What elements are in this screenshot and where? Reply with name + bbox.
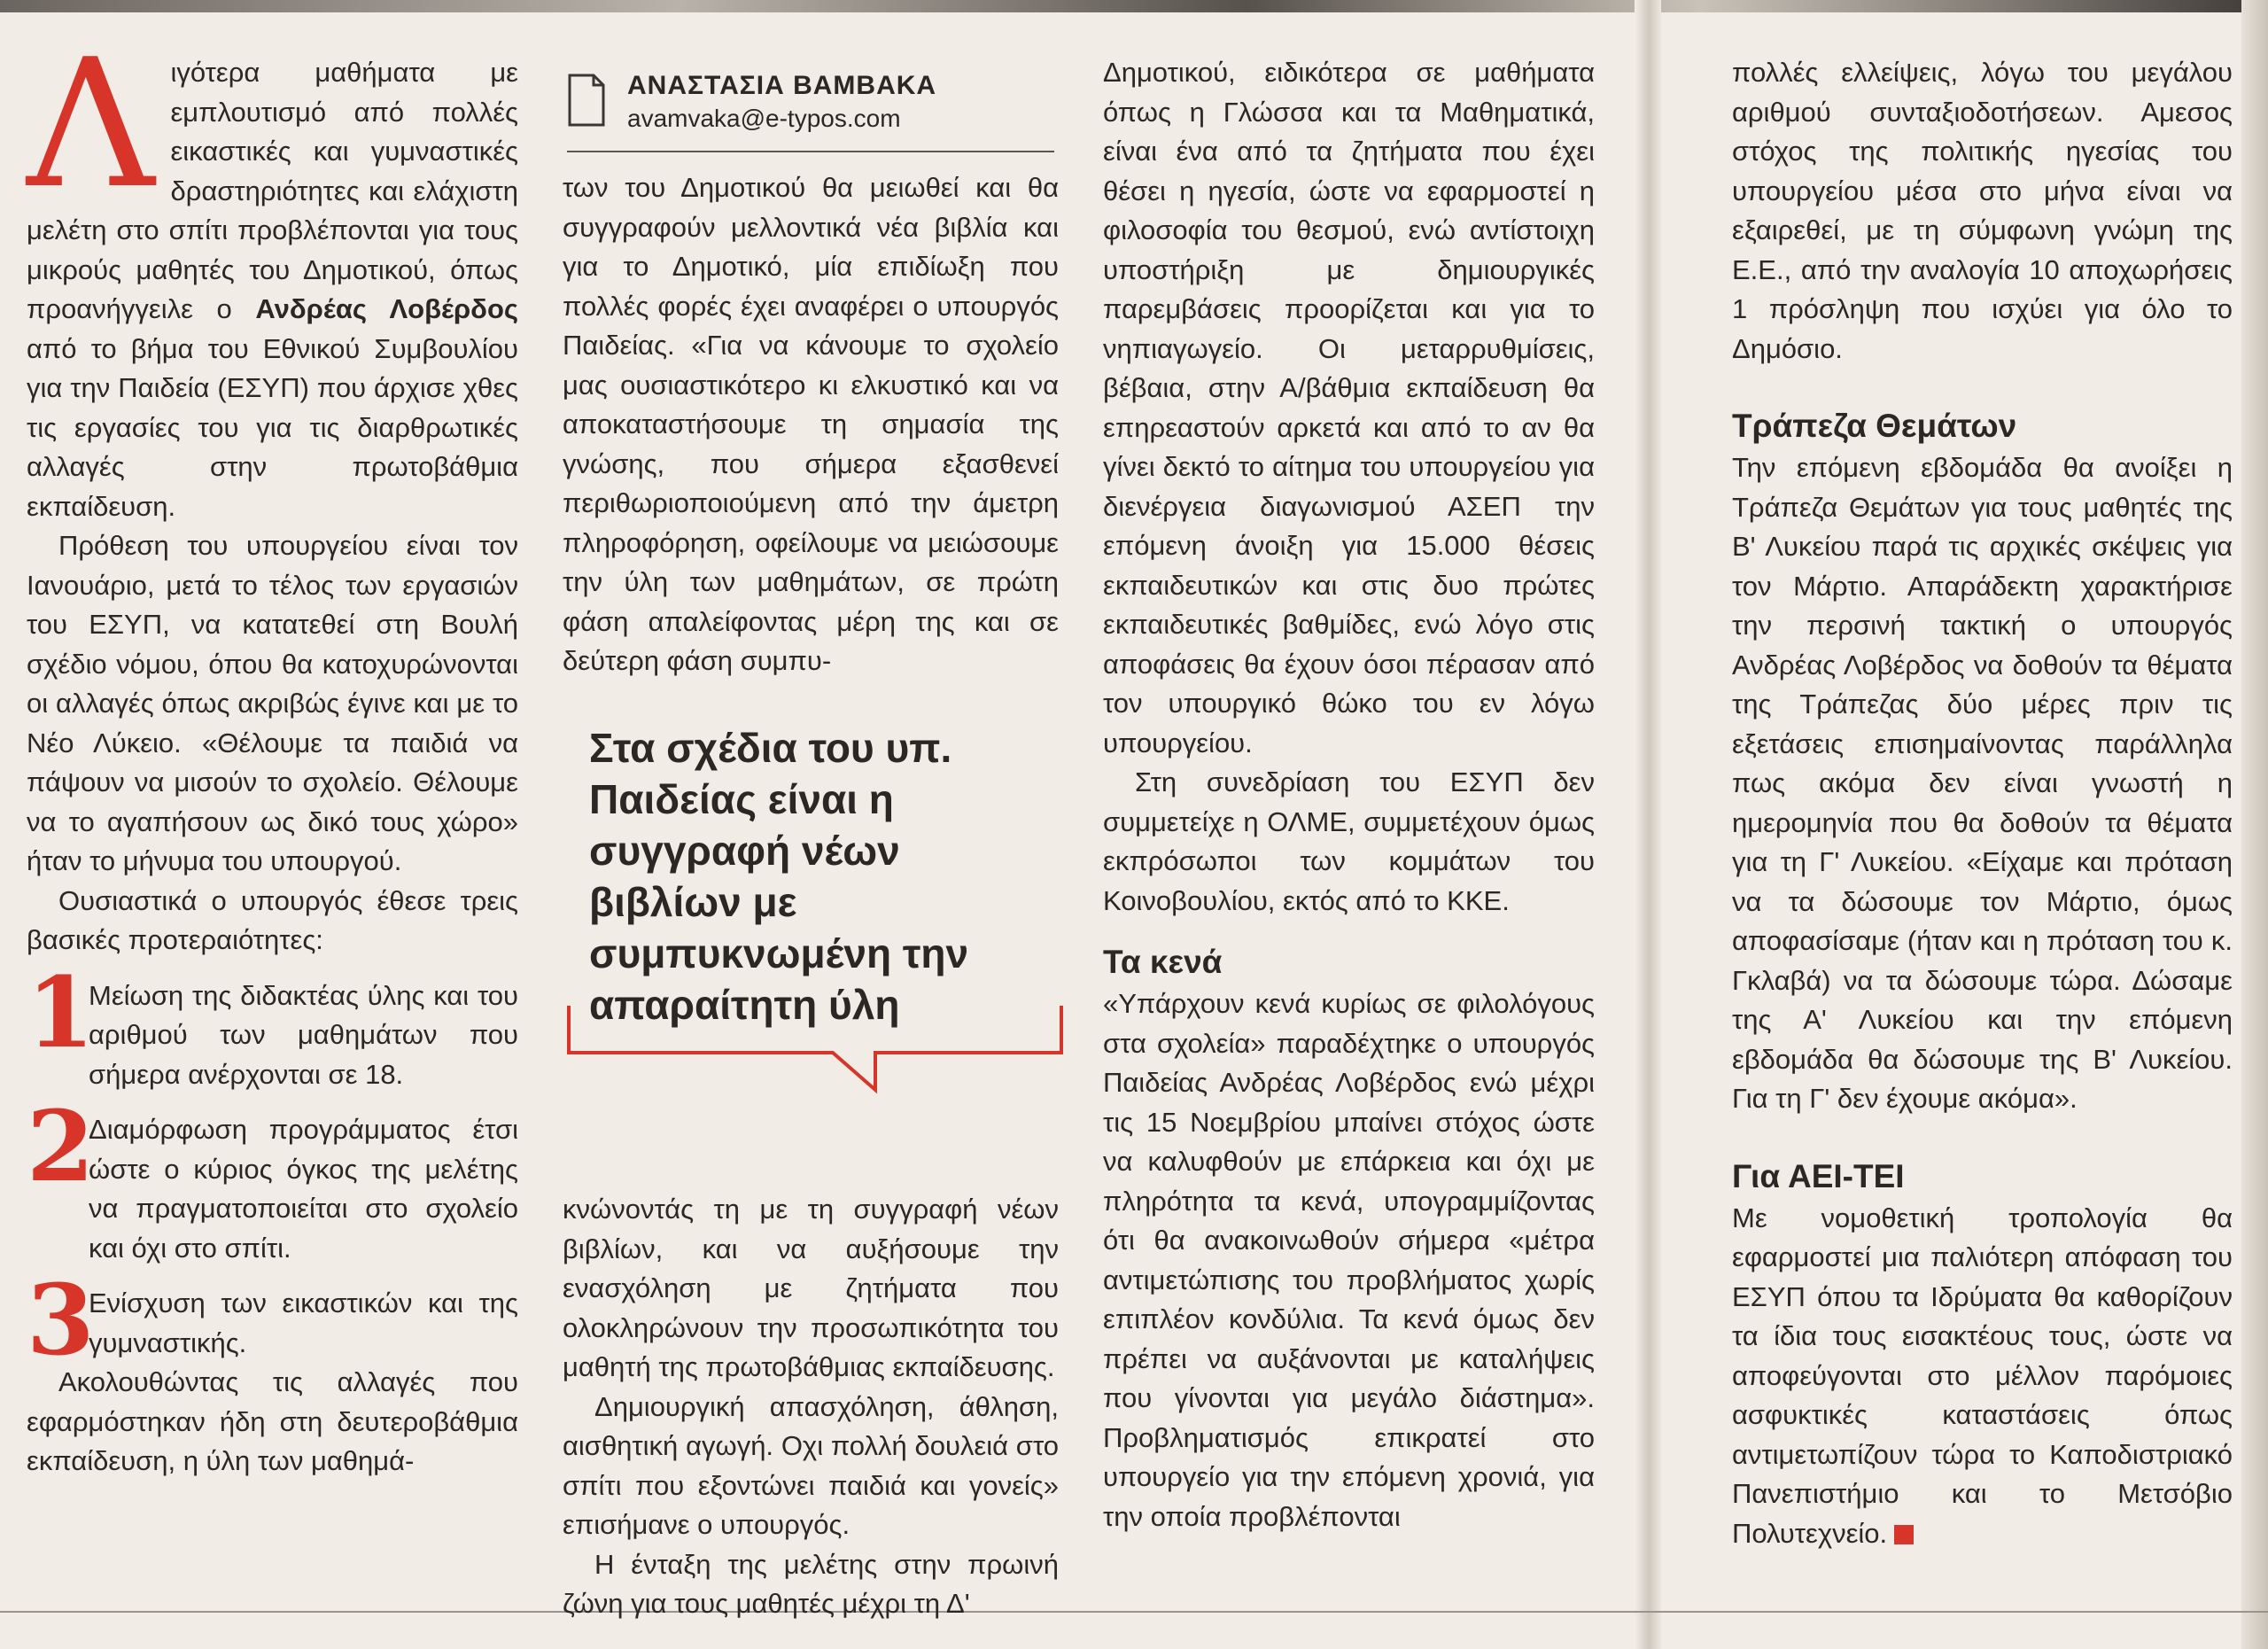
paragraph: «Υπάρχουν κενά κυρίως σε φιλολόγους στα σχολεία» παραδέχτηκε ο υπουργός Παιδείας Ανδρέας Λοβέρδος ενώ μέχρι τις 15 Νοεμβρίου μπαίνει στόχος ώστε να καλυφθούν με επάρκεια και όχι με πληρότητα τα κενά, υπογραμμίζοντας ότι θα ανακοινωθούν σήμερα «μέτρα αντιμετώπισης του προβλήματος χωρίς επιπλέον κονδύλια. Τα κενά όμως δεν πρέπει να αυξάνονται με καταλήψεις που γίνονται για μεγάλο διάστημα». Προβληματισμός επικρατεί στο υπουργείο για την επόμενη χρονιά, για την οποία προβλέπονται <box>1103 988 1595 1532</box>
drop-cap: Λ <box>27 21 155 228</box>
top-photo-strip <box>0 0 2268 12</box>
paragraph: Η ένταξη της μελέτης στην πρωινή ζώνη για τους μαθητές μέχρι τη Δ' <box>563 1548 1059 1619</box>
paragraph: των του Δημοτικού θα μειωθεί και θα συγγραφούν μελλοντικά νέα βιβλία και για το Δημοτικό, μία επιδίωξη που πολλές φορές έχει αναφέρει ο υπουργός Παιδείας. «Για να κάνουμε το σχολείο μας ουσιαστικότερο κι ελκυστικό και να αποκαταστήσουμε τη σημασία της γνώσης, που σήμερα εξασθενεί περιθωριοποιούμενη από την άμετρη πληροφόρηση, οφείλουμε να μειώσουμε την ύλη των μαθημάτων, σε πρώτη φάση απαλείφοντας μέρη της και σε δεύτερη φάση συμπυ- <box>563 172 1059 676</box>
paragraph: Δημοτικού, ειδικότερα σε μαθήματα όπως η Γλώσσα και τα Μαθηματικά, είναι ένα από τα ζητήματα που έχει θέσει η ηγεσία, ώστε να εφαρμοστεί η φιλοσοφία του θεσμού, ενώ αντίστοιχη υποστήριξη με δημιουργικές παρεμβάσεις προορίζεται και για το νηπιαγωγείο. Οι μεταρρυθμίσεις, βέβαια, στην Α/βάθμια εκπαίδευση θα επηρεαστούν αρκετά και από το αν θα γίνει δεκτό το αίτημα του υπουργείου για διενέργεια διαγωνισμού ΑΣΕΠ την επόμενη άνοιξη για 15.000 θέσεις εκπαιδευτικών και στις δυο πρώτες εκπαιδευτικές βαθμίδες, ενώ λόγο στις αποφάσεις θα έχουν όσοι πέρασαν από τον υπουργικό θώκο του εν λόγω υπουργείου. <box>1103 57 1595 758</box>
article-column-1 <box>27 21 519 1482</box>
pull-quote <box>567 718 1063 1099</box>
paragraph: πολλές ελλείψεις, λόγω του μεγάλου αριθμού συνταξιοδοτήσεων. Αμεσος στόχος της πολιτικής ηγεσίας του υπουργείου μέσα στο μήνα είναι να εξαιρεθεί, με τη σύμφωνη γνώμη της Ε.Ε., από την αναλογία 10 αποχωρήσεις 1 πρόσληψη που ισχύει για όλο το Δημόσιο. <box>1732 57 2233 364</box>
byline <box>567 69 1054 152</box>
bottom-rule <box>0 1611 2268 1613</box>
subheading-gaps: Τα κενά <box>1103 944 1223 980</box>
subheading-universities: Για ΑΕΙ-ΤΕΙ <box>1732 1157 1905 1194</box>
paragraph: Δημιουργική απασχόληση, άθληση, αισθητική αγωγή. Οχι πολλή δουλειά στο σπίτι που εξοντώνει παιδιά και γονείς» επισήμανε ο υπουργός. <box>563 1390 1059 1540</box>
minister-name: Ανδρέας Λοβέρδος <box>255 293 519 324</box>
priority-number: 3 <box>27 1263 95 1377</box>
paragraph: Την επόμενη εβδομάδα θα ανοίξει η Τράπεζα Θεμάτων για τους μαθητές της Β' Λυκείου παρά τις αρχικές σκέψεις για τον Μάρτιο. Απαράδεκτη χαρακτήρισε την περσινή τακτική ο υπουργός Ανδρέας Λοβέρδος να δοθούν τα θέματα της Τράπεζας δύο μέρες πριν τις εξετάσεις επισημαίνοντας παράλληλα πως ακόμα δεν είναι γνωστή η ημερομηνία που θα δοθούν τα θέματα για τη Γ' Λυκείου. «Είχαμε και πρόταση να τα δώσουμε τον Μάρτιο, όμως αποφασίσαμε (ήταν και η πρόταση του κ. Γκλαβά) να τα δώσουμε τώρα. Δώσαμε της Α' Λυκείου και την επόμενη εβδομάδα θα δώσουμε της Β' Λυκείου. Για τη Γ' δεν έχουμε ακόμα». <box>1732 452 2233 1114</box>
priority-number: 1 <box>27 954 95 1070</box>
article-column-2 <box>563 168 1059 681</box>
adjacent-page-edge <box>2241 0 2268 1649</box>
priority-item-3: 3 Ενίσχυση των εικαστικών και της γυμναστικής. <box>27 1263 518 1377</box>
subheading-question-bank: Τράπεζα Θεμάτων <box>1732 408 2017 444</box>
paragraph: Στη συνεδρίαση του ΕΣΥΠ δεν συμμετείχε η ΟΛΜΕ, συμμετέχουν όμως εκπρόσωποι των κομμάτων του Κοινοβουλίου, εκτός από το ΚΚΕ. <box>1103 766 1595 916</box>
lead-paragraph: Λιγότερα μαθήματα με εμπλουτισμό από πολλές εικαστικές και γυμναστικές δραστηριότητες και ελάχιστη μελέτη στο σπίτι προβλέπονται για τους μικρούς μαθητές του Δημοτικού, όπως προανήγγειλε ο Ανδρέας Λοβέρδος από το βήμα του Εθνικού Συμβουλίου για την Παιδεία (ΕΣΥΠ) που άρχισε χθες τις εργασίες του για τις διαρθρωτικές αλλαγές στην πρωτοβάθμια εκπαίδευση. <box>27 21 519 522</box>
document-icon <box>567 73 606 128</box>
priority-item-1: 1 Μείωση της διδακτέας ύλης και του αριθμού των μαθημάτων που σήμερα ανέρχονται σε 18. <box>27 954 518 1090</box>
author-name: ΑΝΑΣΤΑΣΙΑ ΒΑΜΒΑΚΑ <box>627 71 937 100</box>
paragraph: Με νομοθετική τροπολογία θα εφαρμοστεί μια παλιότερη απόφαση του ΕΣΥΠ όπου τα Ιδρύματα θα καθορίζουν τα ίδια τους εισακτέους τους, ώστε να αποφεύγονται στο μέλλον παρόμοιες ασφυκτικές καταστάσεις όπως αντιμετωπίζουν τώρα το Καποδιστριακό Πανεπιστήμιο και το Μετσόβιο Πολυτεχνείο. <box>1732 1202 2233 1549</box>
pull-quote-text: Στα σχέδια του υπ. Παιδείας είναι η συγγραφή νέων βιβλίων με συμπυκνωμένη την απαραίτητη ύλη <box>589 725 969 1028</box>
author-email[interactable]: avamvaka@e-typos.com <box>627 105 901 132</box>
paragraph: Ακολουθώντας τις αλλαγές που εφαρμόστηκαν ήδη στη δευτεροβάθμια εκπαίδευση, η ύλη των μαθημά- <box>27 1366 518 1476</box>
priority-item-2: 2 Διαμόρφωση προγράμματος έτσι ώστε ο κύριος όγκος της μελέτης να πραγματοποιείται στο σχολείο και όχι στο σπίτι. <box>27 1089 518 1264</box>
paragraph: Πρόθεση του υπουργείου είναι τον Ιανουάριο, μετά το τέλος των εργασιών του ΕΣΥΠ, να κατατεθεί στη Βουλή σχέδιο νόμου, όπου θα κατοχυρώνονται οι αλλαγές όπως ακριβώς έγινε και με το Νέο Λύκειο. «Θέλουμε τα παιδιά να πάψουν να μισούν το σχολείο. Θέλουμε να το αγαπήσουν ως δικό τους χώρο» ήταν το μήνυμα του υπουργού. <box>27 530 518 876</box>
article-column-3 <box>1103 53 1595 1536</box>
priority-number: 2 <box>27 1089 95 1203</box>
paragraph: κνώνοντάς τη με τη συγγραφή νέων βιβλίων, και να αυξήσουμε την ενασχόληση με ζητήματα που ολοκληρώνουν την προσωπικότητα του μαθητή της πρωτοβάθμιας εκπαίδευσης. <box>563 1194 1059 1382</box>
article-column-4 <box>1732 53 2233 1553</box>
page-fold-gutter <box>1635 0 1661 1649</box>
paragraph: Ουσιαστικά ο υπουργός έθεσε τρεις βασικές προτεραιότητες: <box>27 884 518 955</box>
article-column-2-continued <box>563 1190 1059 1624</box>
end-mark-square <box>1894 1525 1914 1544</box>
